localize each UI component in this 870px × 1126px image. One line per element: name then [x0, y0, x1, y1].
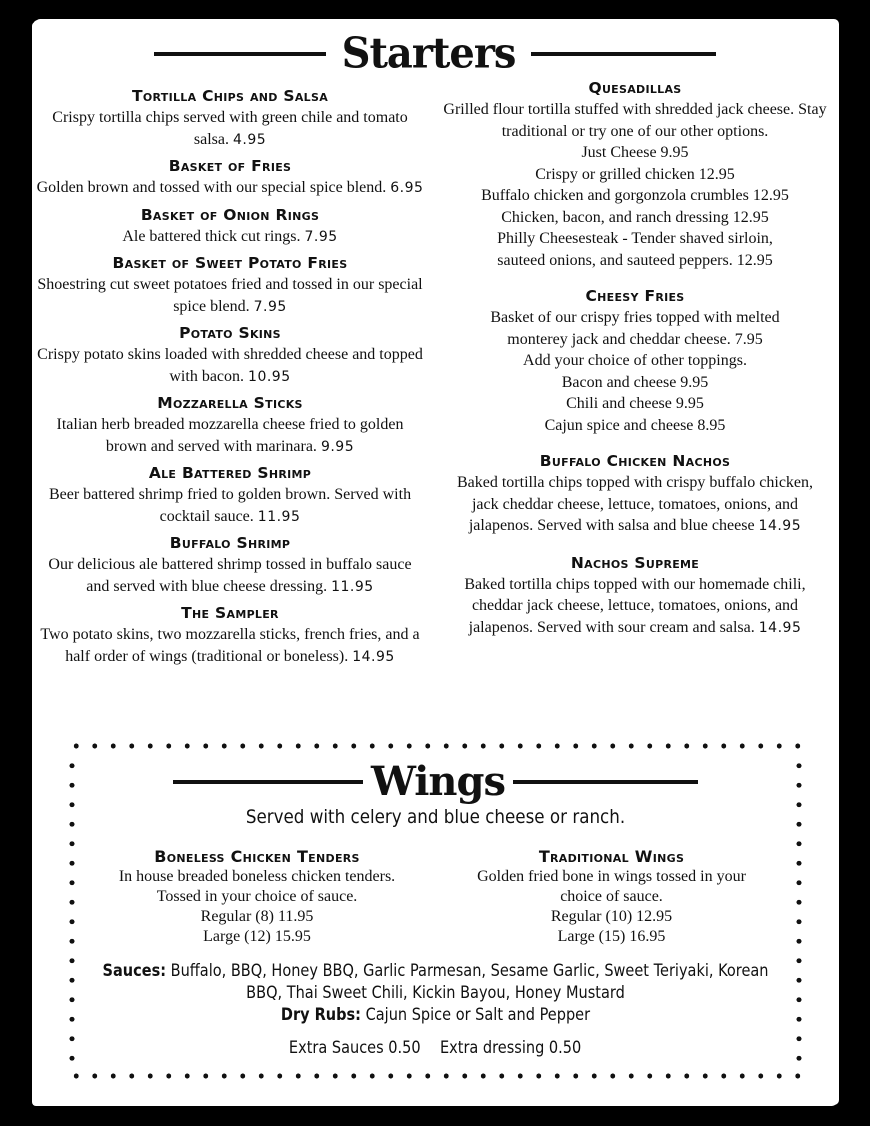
item-option: Add your choice of other toppings.	[523, 352, 747, 369]
dry-rubs-label: Dry Rubs:	[280, 1005, 362, 1024]
item-price: 10.95	[248, 368, 291, 385]
item-name: Ale Battered Shrimp	[148, 464, 312, 482]
item-name: Basket of Sweet Potato Fries	[112, 254, 348, 272]
menu-item-nachos-supreme	[435, 553, 835, 640]
item-price: 11.95	[257, 508, 301, 525]
starters-left-column	[35, 86, 425, 673]
item-price: 11.95	[331, 578, 374, 595]
menu-item-onion-rings	[35, 205, 425, 249]
dry-rubs-list: Cajun Spice or Salt and Pepper	[365, 1005, 591, 1024]
starters-header	[35, 28, 835, 80]
item-price: 7.95	[253, 298, 287, 315]
item-option: Buffalo chicken and gorgonzola crumbles 12.95	[481, 187, 789, 204]
item-name: Buffalo Chicken Nachos	[539, 452, 731, 470]
extras-pricing	[67, 1038, 804, 1057]
item-option: Chili and cheese 9.95	[566, 395, 704, 412]
menu-item-tortilla-chips	[35, 86, 425, 151]
item-name: Basket of Fries	[168, 157, 292, 175]
item-name: The Sampler	[181, 604, 279, 622]
menu-item-mozzarella-sticks	[35, 393, 425, 458]
menu-item-the-sampler	[35, 603, 425, 668]
menu-item-quesadillas	[435, 78, 835, 271]
wings-header	[67, 758, 804, 806]
title-rule-right	[513, 780, 698, 784]
item-name: Basket of Onion Rings	[140, 205, 320, 224]
menu-item-boneless-chicken-tenders	[97, 846, 417, 947]
item-option: Crispy or grilled chicken 12.95	[535, 165, 735, 183]
item-name: Cheesy Fries	[585, 287, 685, 305]
wings-title: Wings	[371, 758, 505, 805]
item-description: Crispy potato skins loaded with shredded cheese and topped with bacon.	[37, 346, 423, 385]
item-description: Our delicious ale battered shrimp tossed in buffalo sauce and served with blue cheese dressing.	[48, 556, 412, 595]
item-price: 14.95	[758, 518, 802, 534]
item-price: 9.95	[320, 438, 355, 455]
item-option: Regular (8) 11.95	[200, 908, 314, 925]
item-name: Buffalo Shrimp	[169, 534, 291, 552]
dotted-border-top	[67, 742, 804, 750]
item-description: Two potato skins, two mozzarella sticks, french fries, and a half order of wings (traditional or boneless).	[40, 626, 420, 665]
item-price: 14.95	[758, 619, 802, 636]
menu-item-buffalo-chicken-nachos	[435, 451, 835, 538]
item-description: Baked tortilla chips topped with our homemade chili, cheddar jack cheese, lettuce, tomatoes, onions, and jalapenos. Served with sour cream and salsa.	[464, 575, 806, 636]
menu-item-basket-of-fries	[35, 156, 425, 200]
item-option: Bacon and cheese 9.95	[561, 373, 709, 391]
item-description: Basket of our crispy fries topped with melted monterey jack and cheddar cheese. 7.95	[490, 309, 780, 348]
sauces-label: Sauces:	[102, 961, 167, 980]
item-description: Italian herb breaded mozzarella cheese fried to golden brown and served with marinara.	[56, 416, 404, 455]
item-description: Shoestring cut sweet potatoes fried and tossed in our special spice blend.	[37, 276, 423, 315]
dotted-border-bottom	[67, 1072, 804, 1080]
extra-sauces-price: Extra Sauces 0.50	[289, 1038, 422, 1057]
item-description: Crispy tortilla chips served with green chile and tomato salsa.	[52, 109, 408, 148]
item-name: Traditional Wings	[538, 847, 685, 866]
title-rule-right	[531, 52, 716, 56]
item-description: Golden brown and tossed with our special spice blend.	[36, 179, 387, 196]
title-rule-left	[154, 52, 326, 56]
menu-item-cheesy-fries	[435, 286, 835, 436]
item-option: Philly Cheesesteak - Tender shaved sirloin, sauteed onions, and sauteed peppers. 12.95	[497, 230, 773, 269]
item-description: Grilled flour tortilla stuffed with shredded jack cheese. Stay traditional or try one of our other options.	[443, 101, 827, 140]
wings-subtitle: Served with celery and blue cheese or ranch.	[245, 806, 626, 828]
item-option: Cajun spice and cheese 8.95	[544, 416, 726, 434]
item-name: Boneless Chicken Tenders	[154, 847, 360, 866]
item-option: Chicken, bacon, and ranch dressing 12.95	[501, 208, 769, 226]
menu-item-traditional-wings	[459, 846, 764, 947]
item-option: Regular (10) 12.95	[550, 908, 673, 925]
menu-item-sweet-potato-fries	[35, 253, 425, 318]
sauces-list: Buffalo, BBQ, Honey BBQ, Garlic Parmesan, Sesame Garlic, Sweet Teriyaki, Korean BBQ, Thai Sweet Chili, Kickin Bayou, Honey Mustard	[170, 961, 769, 1002]
item-price: 4.95	[232, 131, 267, 148]
sauce-options	[97, 960, 774, 1026]
menu-item-ale-battered-shrimp	[35, 463, 425, 528]
menu-item-buffalo-shrimp	[35, 533, 425, 598]
wings-section	[67, 742, 804, 1080]
item-name: Mozzarella Sticks	[157, 394, 303, 412]
starters-right-column	[435, 78, 835, 654]
extra-dressing-price: Extra dressing 0.50	[440, 1038, 582, 1057]
item-option: Large (15) 16.95	[557, 928, 666, 945]
item-description: Golden fried bone in wings tossed in your choice of sauce.	[477, 868, 746, 905]
item-description: Beer battered shrimp fried to golden brown. Served with cocktail sauce.	[48, 486, 412, 525]
item-description: Baked tortilla chips topped with crispy buffalo chicken, jack cheddar cheese, lettuce, tomatoes, onions, and jalapenos. Served with salsa and blue cheese	[456, 474, 814, 534]
item-name: Potato Skins	[179, 324, 281, 342]
item-price: 6.95	[390, 180, 424, 196]
menu-item-potato-skins	[35, 323, 425, 388]
item-option: Just Cheese 9.95	[581, 144, 689, 161]
item-name: Tortilla Chips and Salsa	[131, 87, 329, 105]
item-price: 7.95	[304, 228, 338, 245]
item-description: Ale battered thick cut rings.	[122, 227, 301, 245]
item-option: Large (12) 15.95	[203, 928, 311, 945]
starters-title: Starters	[341, 28, 516, 79]
title-rule-left	[173, 780, 363, 784]
menu-page	[35, 22, 835, 1104]
item-price: 14.95	[352, 648, 395, 665]
item-name: Nachos Supreme	[570, 553, 700, 572]
item-name: Quesadillas	[588, 79, 682, 97]
item-description: In house breaded boneless chicken tenders. Tossed in your choice of sauce.	[118, 868, 396, 905]
